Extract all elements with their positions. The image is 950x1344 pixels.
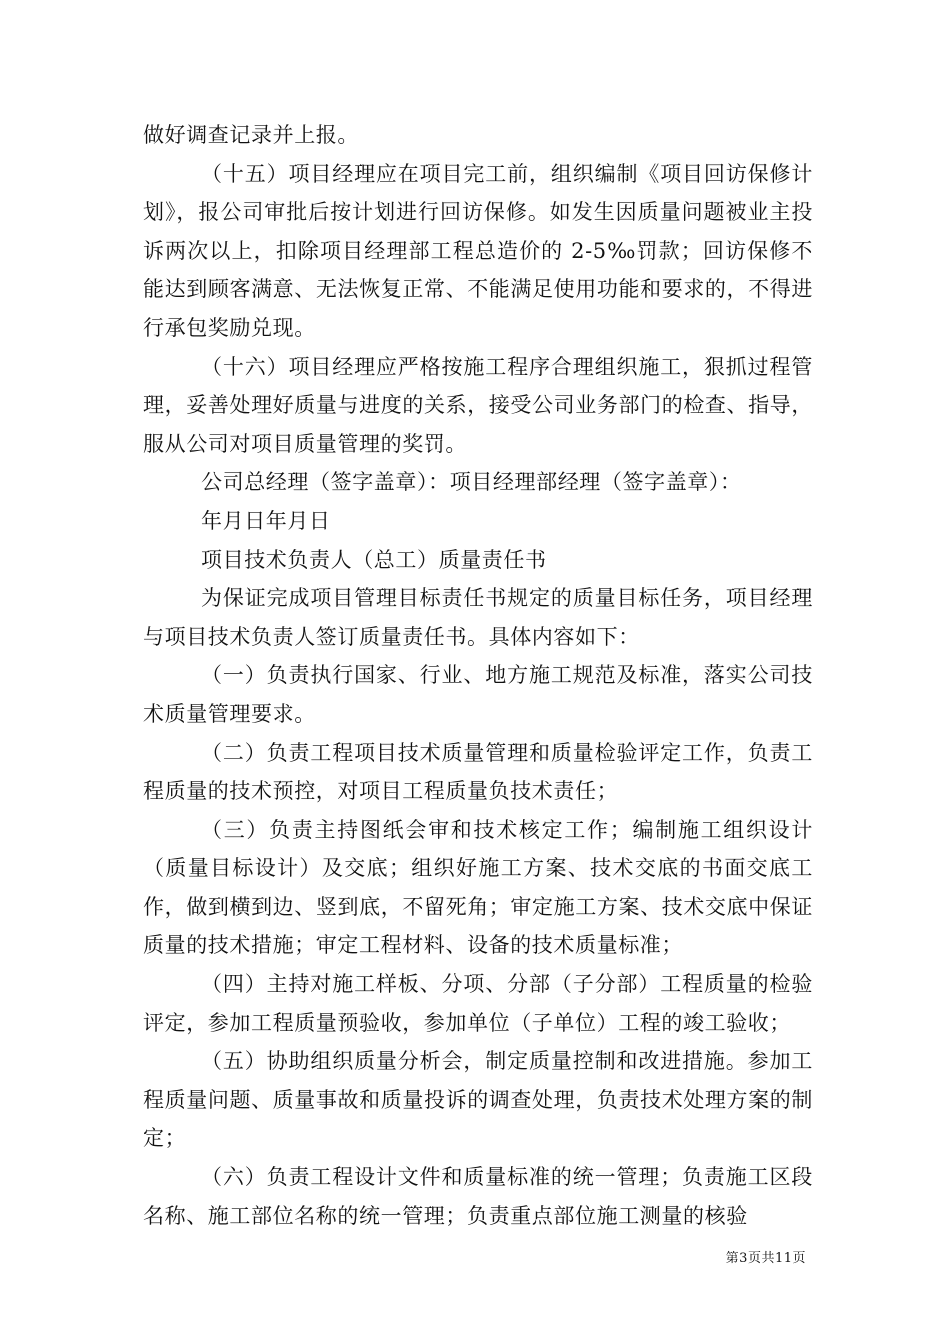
paragraph: （十五）项目经理应在项目完工前，组织编制《项目回访保修计划》，报公司审批后按计划进行回访保修。如发生因质量问题被业主投诉两次以上，扣除项目经理部工程总造价的 2-5‰罚款；回访保修不能达到顾客满意、无法恢复正常、不能满足使用功能和要求的，不得进行承包奖励兑现。 [143, 161, 813, 340]
page-number: 第3页共11页 [725, 1251, 806, 1266]
paragraph: （四）主持对施工样板、分项、分部（子分部）工程质量的检验评定，参加工程质量预验收，参加单位（子单位）工程的竣工验收； [143, 972, 813, 1035]
paragraph: （六）负责工程设计文件和质量标准的统一管理；负责施工区段名称、施工部位名称的统一管理；负责重点部位施工测量的核验 [143, 1165, 813, 1228]
paragraph: （三）负责主持图纸会审和技术核定工作；编制施工组织设计（质量目标设计）及交底；组织好施工方案、技术交底的书面交底工作，做到横到边、竖到底，不留死角；审定施工方案、技术交底中保证质量的技术措施；审定工程材料、设备的技术质量标准； [143, 817, 813, 958]
paragraph: （十六）项目经理应严格按施工程序合理组织施工，狠抓过程管理，妥善处理好质量与进度的关系，接受公司业务部门的检查、指导，服从公司对项目质量管理的奖罚。 [143, 354, 813, 456]
document-body [143, 116, 813, 1235]
paragraph: 项目技术负责人（总工）质量责任书 [201, 547, 547, 572]
paragraph: 公司总经理（签字盖章）：项目经理部经理（签字盖章）： [201, 470, 742, 495]
paragraph: （一）负责执行国家、行业、地方施工规范及标准，落实公司技术质量管理要求。 [143, 663, 813, 726]
paragraph: 为保证完成项目管理目标责任书规定的质量目标任务，项目经理与项目技术负责人签订质量责任书。具体内容如下： [143, 586, 813, 649]
paragraph: （五）协助组织质量分析会，制定质量控制和改进措施。参加工程质量问题、质量事故和质量投诉的调查处理，负责技术处理方案的制定； [143, 1049, 813, 1151]
paragraph: （二）负责工程项目技术质量管理和质量检验评定工作，负责工程质量的技术预控，对项目工程质量负技术责任； [143, 740, 813, 804]
paragraph: 年月日年月日 [201, 508, 331, 533]
paragraph: 做好调查记录并上报。 [143, 123, 359, 147]
